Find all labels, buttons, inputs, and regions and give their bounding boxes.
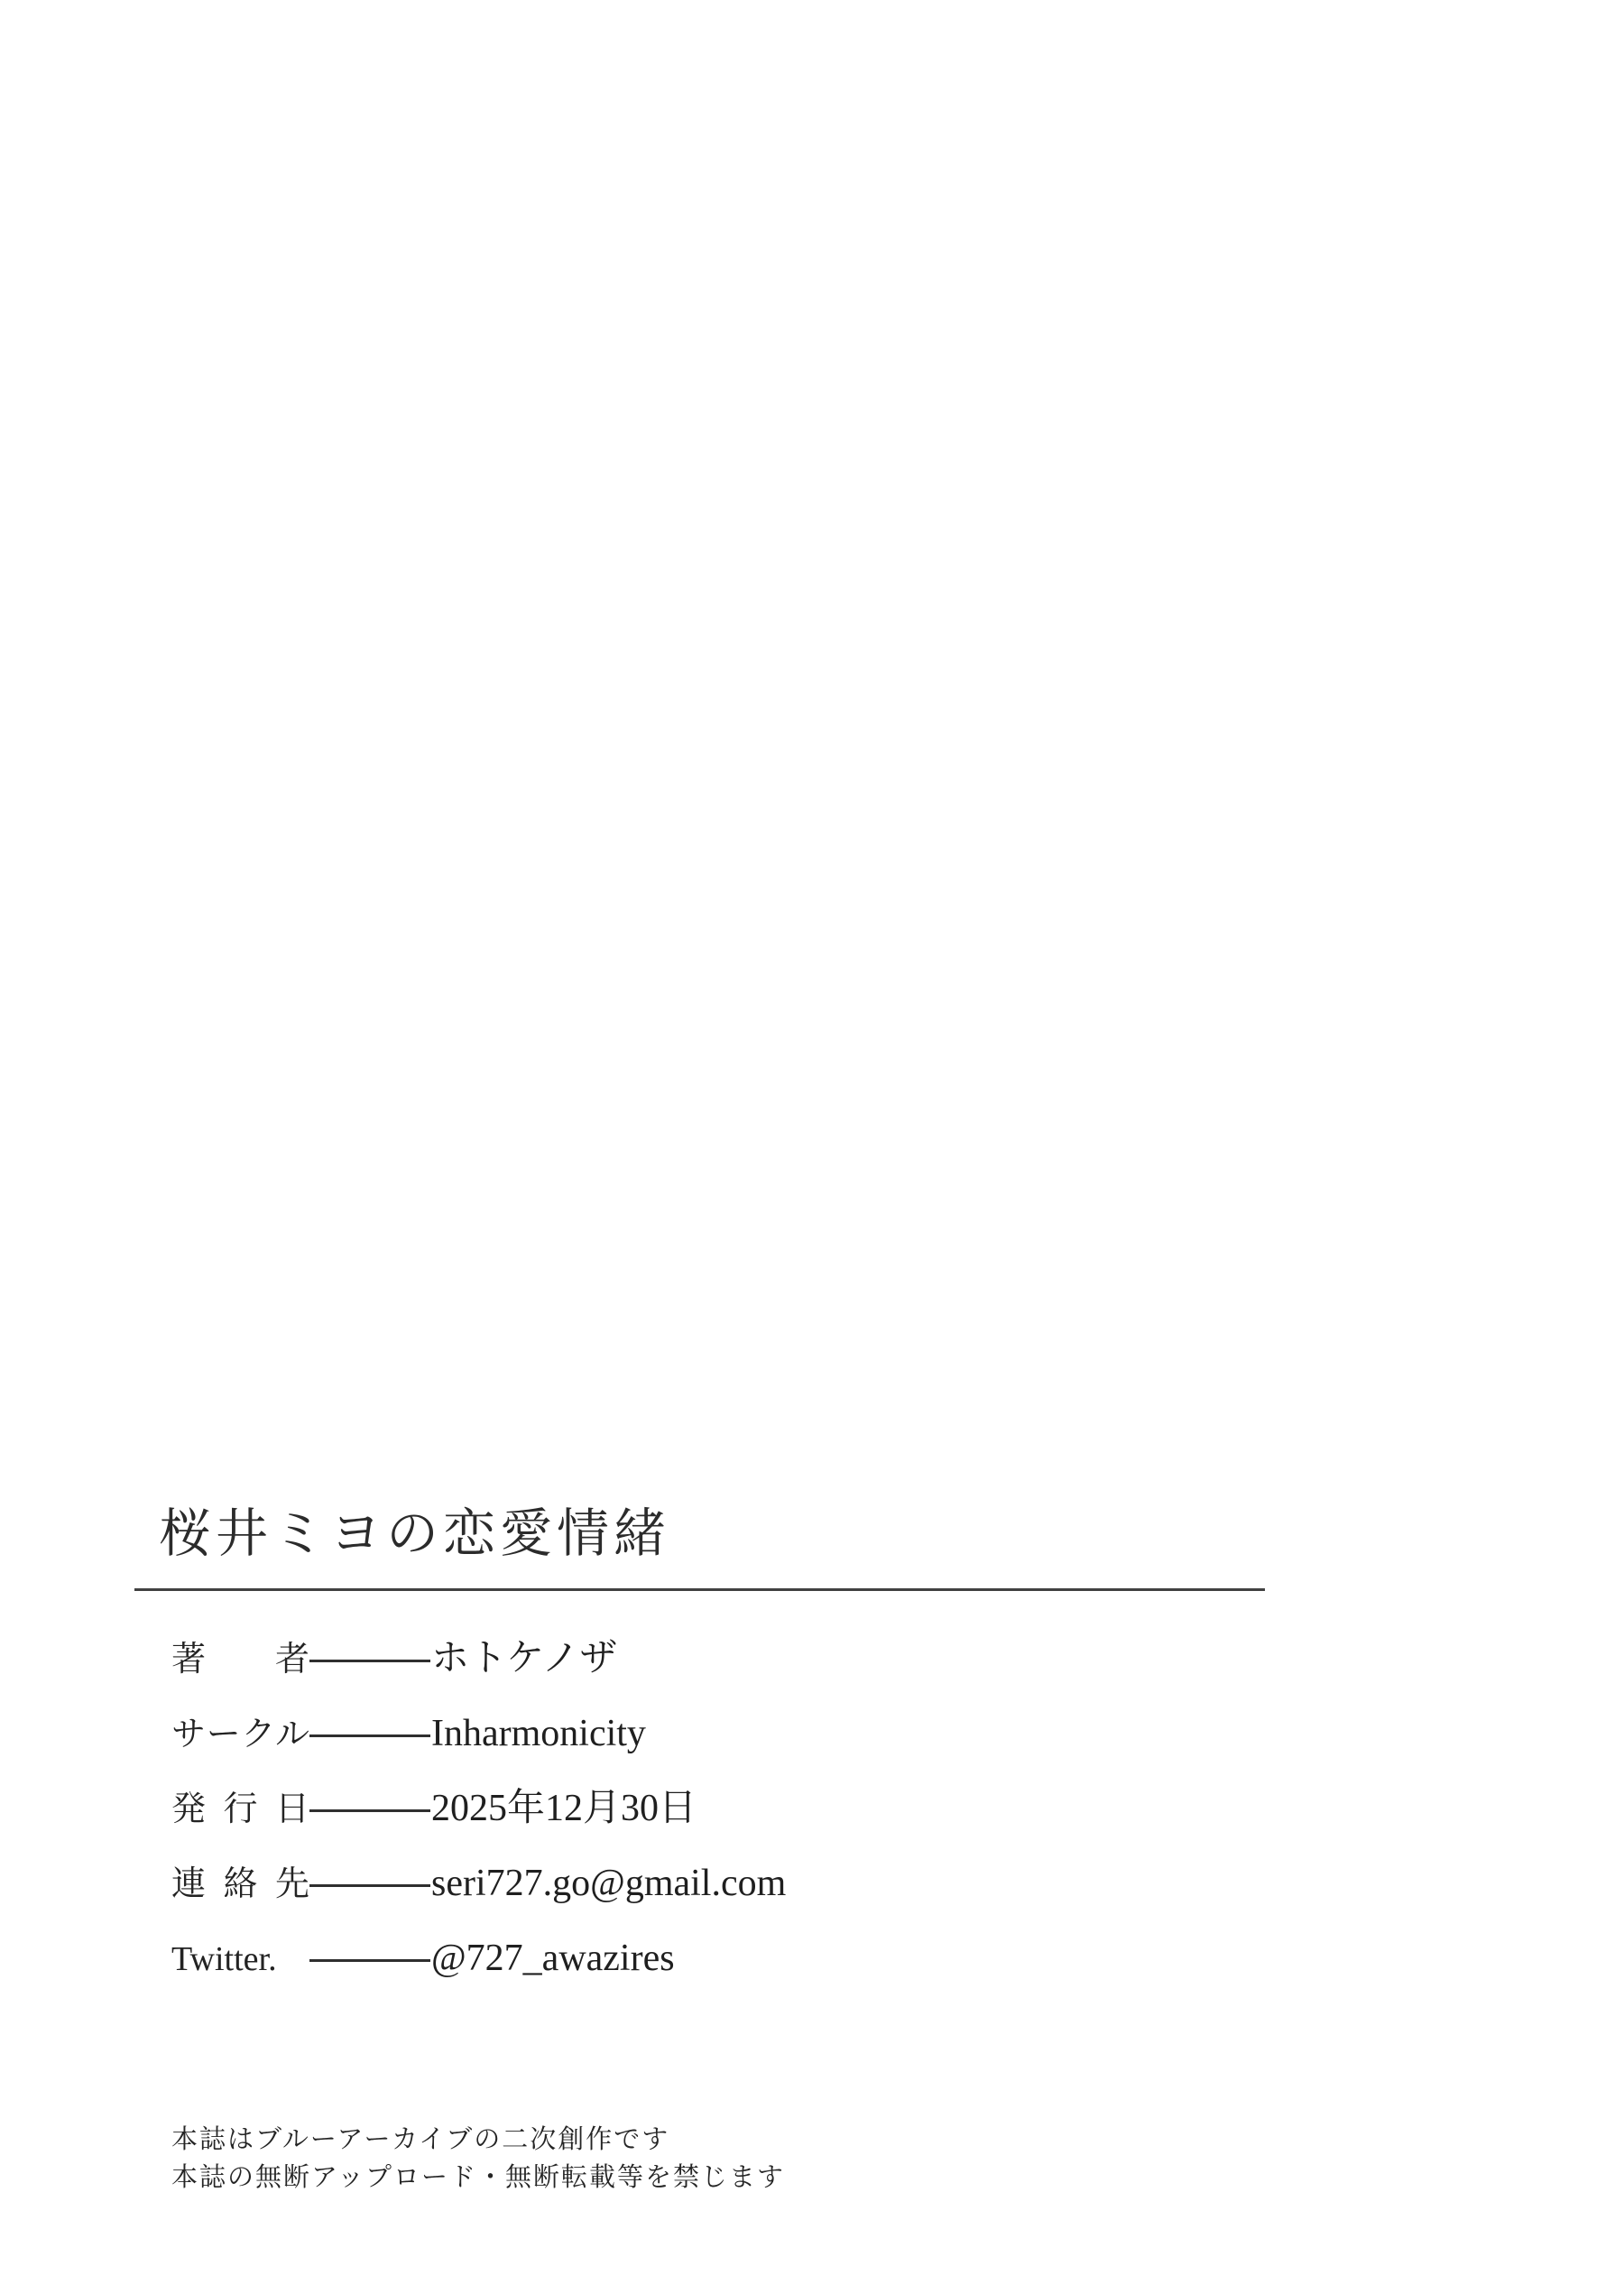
- dash-line: [309, 1884, 430, 1887]
- dash-line: [309, 1959, 430, 1962]
- colophon-row-circle: [171, 1710, 1164, 1757]
- dash-line: [309, 1809, 430, 1812]
- colophon-label: 発行日: [171, 1790, 309, 1828]
- note-line-derivative-work: 本誌はブルーアーカイブの二次創作です: [171, 2125, 670, 2154]
- dash-line: [309, 1660, 430, 1662]
- colophon-row-twitter: [171, 1935, 1164, 1982]
- colophon-row-author: [171, 1635, 1164, 1682]
- colophon-row-contact: [171, 1860, 1164, 1907]
- disclaimer-notes: [171, 2121, 785, 2197]
- colophon-value: @727_awazires: [431, 1938, 675, 1979]
- colophon-value: seri727.go@gmail.com: [431, 1863, 787, 1904]
- note-line-no-reupload: 本誌の無断アップロード・無断転載等を禁じます: [171, 2163, 785, 2192]
- colophon-label: Twitter.: [171, 1940, 277, 1978]
- colophon-list: [171, 1635, 1164, 2010]
- dash-line: [309, 1734, 430, 1737]
- colophon-value: Inharmonicity: [431, 1713, 646, 1754]
- colophon-value: 2025年12月30日: [431, 1788, 697, 1829]
- colophon-row-publish-date: [171, 1785, 1164, 1832]
- colophon-label: 連絡先: [171, 1865, 309, 1903]
- colophon-value: ホトケノザ: [431, 1638, 618, 1679]
- page-title: 桜井ミヨの恋愛情緒: [159, 1504, 671, 1563]
- colophon-label: サークル: [171, 1716, 309, 1753]
- colophon-label: 著 者: [171, 1641, 309, 1679]
- title-divider: [134, 1588, 1265, 1591]
